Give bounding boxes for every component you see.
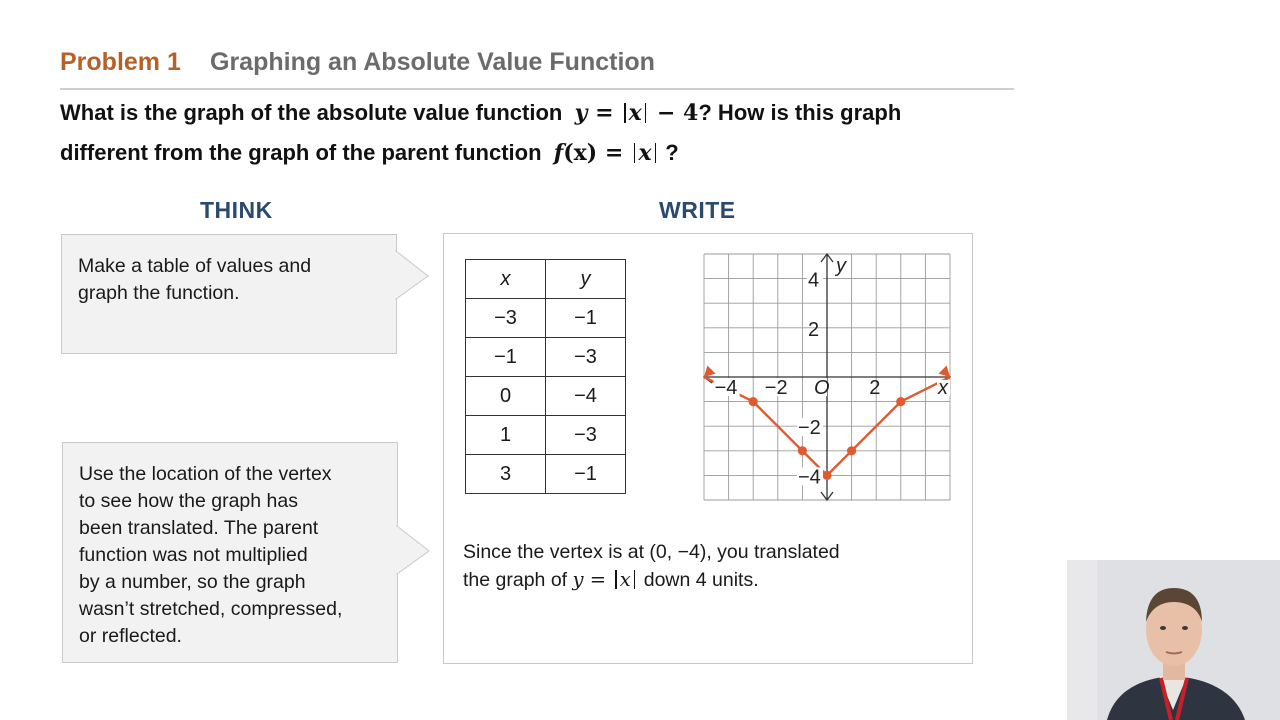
equals-sign: = [604, 140, 624, 166]
table-cell-y: −1 [546, 299, 626, 338]
data-point [798, 446, 807, 455]
abs-bar-right [645, 103, 647, 123]
equals-sign: = [595, 100, 614, 126]
question-text: different from the graph of the parent function [60, 140, 542, 165]
var-x: x [628, 100, 642, 126]
origin-label: O [814, 377, 830, 399]
table-row [466, 416, 626, 455]
table-header-row [466, 260, 626, 299]
equals-sign: = [589, 568, 607, 591]
presenter-icon [1067, 560, 1280, 720]
line-arrow-right-icon [938, 365, 950, 377]
question-text: What is the graph of the absolute value function [60, 100, 563, 125]
var-y: y [572, 568, 584, 591]
fx-arg: (x) [563, 140, 598, 166]
data-point [749, 397, 758, 406]
y-tick-label: 4 [808, 269, 820, 292]
y-tick-label: 2 [808, 318, 820, 341]
table-cell-x: 1 [466, 416, 546, 455]
table-cell-y: −3 [546, 338, 626, 377]
var-f: f [553, 140, 564, 166]
x-tick-label: −4 [714, 377, 738, 399]
table-cell-x: 3 [466, 455, 546, 494]
abs-bar-left [624, 103, 626, 123]
data-point [822, 471, 831, 480]
var-x: x [638, 140, 652, 166]
var-x: x [619, 568, 631, 591]
table-row [466, 455, 626, 494]
value-table [465, 259, 626, 494]
var-y: y [574, 100, 588, 126]
table-cell-y: −3 [546, 416, 626, 455]
y-axis-label: y [836, 255, 846, 277]
data-point [896, 397, 905, 406]
table-cell-y: −4 [546, 377, 626, 416]
explanation-line-2 [463, 566, 840, 594]
x-axis-label: x [938, 377, 948, 399]
table-cell-x: 0 [466, 377, 546, 416]
explanation-text [463, 539, 840, 594]
question-text: ? How is this graph [698, 100, 902, 125]
x-tick-label: −2 [764, 377, 788, 399]
abs-bar-right [634, 570, 636, 589]
x-tick-label: 2 [869, 377, 881, 399]
callout-pointer-icon [396, 251, 430, 301]
data-point [847, 446, 856, 455]
presenter-webcam [1067, 560, 1280, 720]
table-cell-x: −1 [466, 338, 546, 377]
think-callout-1 [61, 234, 397, 354]
table-row [466, 338, 626, 377]
question-line-2 [60, 140, 679, 166]
minus-four: − 4 [656, 100, 699, 126]
line-arrow-left-icon [704, 365, 716, 377]
table-cell-x: −3 [466, 299, 546, 338]
explanation-text-part: the graph of [463, 569, 568, 591]
table-header-y: y [546, 260, 626, 299]
abs-bar-left [634, 143, 636, 163]
explanation-line-1: Since the vertex is at (0, −4), you translated [463, 541, 840, 563]
write-heading: WRITE [659, 197, 736, 223]
abs-bar-left [615, 570, 617, 589]
table-row [466, 377, 626, 416]
header-divider [60, 88, 1014, 90]
question-text: ? [665, 140, 679, 165]
parent-equation [554, 140, 659, 166]
think-callout-2 [62, 442, 398, 663]
problem-number: Problem 1 [60, 48, 181, 76]
explanation-text-part: down 4 units. [643, 569, 759, 591]
y-tick-label: −2 [798, 417, 821, 440]
absolute-value-graph [700, 250, 956, 506]
callout-pointer-icon [397, 526, 431, 576]
y-tick-label: −4 [798, 466, 821, 489]
think-heading: THINK [200, 197, 273, 223]
abs-bar-right [655, 143, 657, 163]
table-header-x: x [466, 260, 546, 299]
table-cell-y: −1 [546, 455, 626, 494]
question-line-1 [60, 100, 901, 126]
problem-title: Graphing an Absolute Value Function [210, 48, 655, 76]
callout-2-text: Use the location of the vertex to see how the graph has been translated. The parent function was not multiplied by a number, so the graph wasn’t stretched, compressed, or reflected. [79, 463, 343, 647]
equation [575, 100, 699, 126]
table-row [466, 299, 626, 338]
callout-1-text: Make a table of values and graph the function. [78, 255, 312, 304]
explanation-equation [573, 568, 639, 591]
